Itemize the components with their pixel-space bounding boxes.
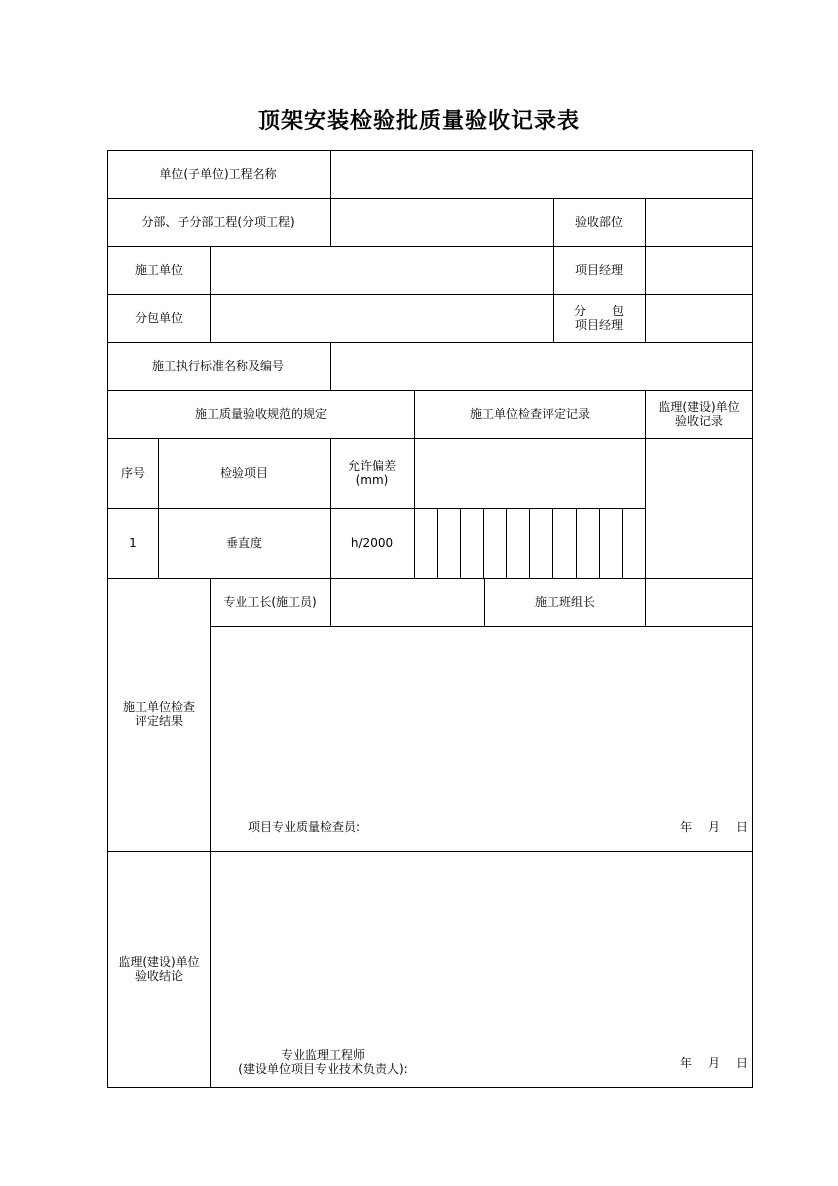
col-tolerance-line1: 允许偏差 bbox=[347, 459, 397, 473]
supervisor-record-header bbox=[658, 400, 739, 428]
construction-result-label-line1: 施工单位检查 bbox=[122, 700, 196, 714]
supervisor-conclusion-label-line1: 监理(建设)单位 bbox=[118, 955, 200, 969]
subproject-label: 分部、子分部工程(分项工程) bbox=[141, 215, 295, 229]
construction-result-label-line2: 评定结果 bbox=[134, 714, 184, 728]
col-tolerance-line2: (mm) bbox=[355, 473, 389, 487]
col-no-header: 序号 bbox=[120, 466, 146, 480]
subcontract-unit-label: 分包单位 bbox=[134, 311, 184, 325]
inspector-label: 项目专业质量检查员: bbox=[248, 820, 361, 834]
subcontract-pm-label-bottom: 项目经理 bbox=[574, 318, 623, 332]
result-date-day: 日 bbox=[736, 820, 749, 834]
result-date bbox=[680, 820, 748, 834]
supervisor-conclusion-label-line2: 验收结论 bbox=[134, 969, 183, 983]
supervising-engineer-line2: (建设单位项目专业技术负责人): bbox=[238, 1062, 408, 1076]
supervising-engineer-line1: 专业监理工程师 bbox=[280, 1048, 366, 1062]
foreman-label: 专业工长(施工员) bbox=[223, 595, 317, 609]
project-name-label: 单位(子单位)工程名称 bbox=[159, 167, 277, 181]
col-item-header: 检验项目 bbox=[219, 466, 269, 480]
conclusion-date bbox=[680, 1056, 748, 1070]
supervising-engineer-label bbox=[238, 1048, 407, 1076]
result-date-month: 月 bbox=[708, 820, 721, 834]
team-leader-label: 施工班组长 bbox=[534, 595, 596, 609]
check-record-header: 施工单位检查评定记录 bbox=[469, 407, 591, 421]
conclusion-date-day: 日 bbox=[736, 1056, 749, 1070]
supervisor-conclusion-label bbox=[118, 955, 199, 983]
construction-unit-label: 施工单位 bbox=[134, 263, 184, 277]
acceptance-part-label: 验收部位 bbox=[574, 215, 624, 229]
standard-label: 施工执行标准名称及编号 bbox=[151, 359, 285, 373]
construction-result-label bbox=[123, 700, 195, 728]
page-title: 顶架安装检验批质量验收记录表 bbox=[257, 108, 580, 134]
subcontract-pm-label-top-left: 分 bbox=[574, 304, 587, 318]
subcontract-pm-label bbox=[572, 304, 626, 332]
supervisor-record-header-line2: 验收记录 bbox=[674, 414, 723, 428]
col-tolerance-header bbox=[348, 459, 396, 487]
conclusion-date-month: 月 bbox=[708, 1056, 721, 1070]
conclusion-date-year: 年 bbox=[680, 1056, 693, 1070]
subcontract-pm-label-top-right: 包 bbox=[611, 304, 624, 318]
spec-header: 施工质量验收规范的规定 bbox=[194, 407, 328, 421]
row-tolerance: h/2000 bbox=[350, 536, 394, 550]
row-item: 垂直度 bbox=[225, 536, 263, 550]
result-date-year: 年 bbox=[680, 820, 693, 834]
row-no: 1 bbox=[129, 536, 137, 550]
supervisor-record-header-line1: 监理(建设)单位 bbox=[658, 400, 740, 414]
project-manager-label: 项目经理 bbox=[574, 263, 624, 277]
